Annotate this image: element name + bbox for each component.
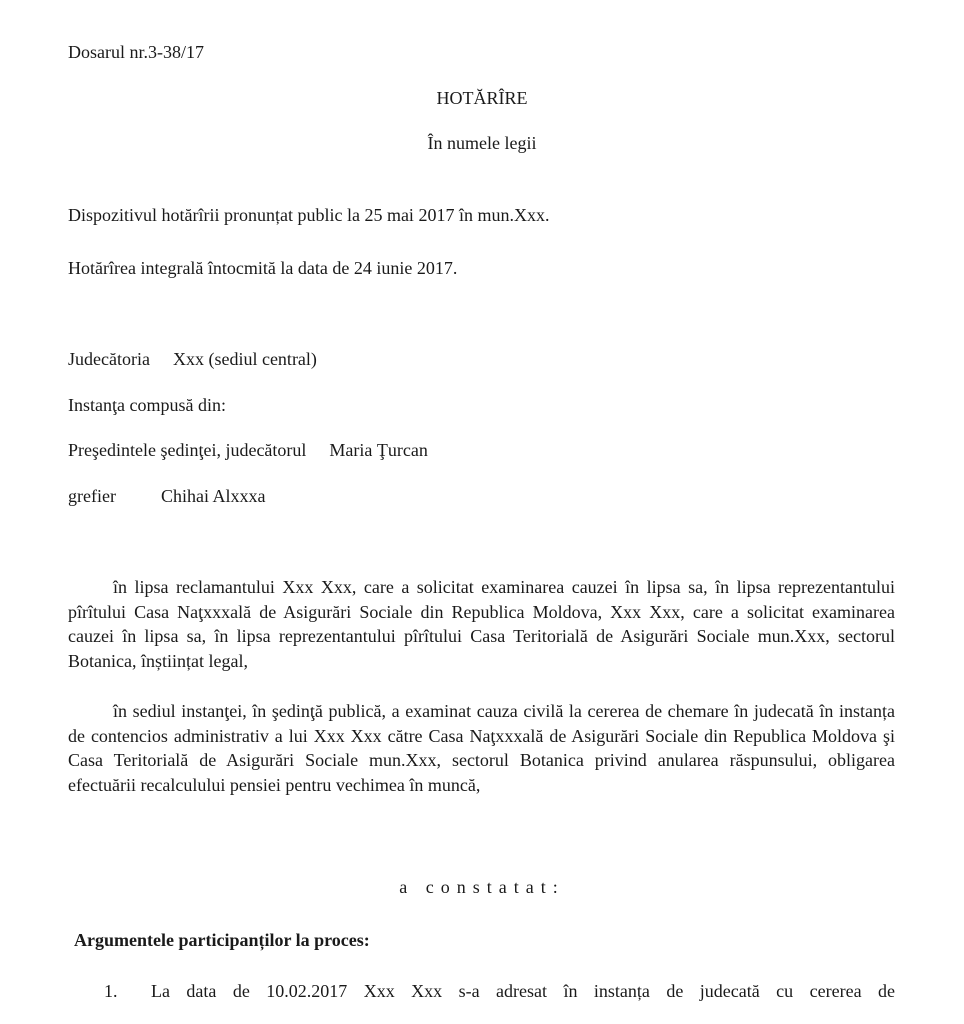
finding-heading: a constatat: [399, 877, 565, 897]
court-label: Judecătoria [68, 349, 150, 369]
list-item-text: La data de 10.02.2017 Xxx Xxx s-a adresat în instanța de judecată cu cererea de [151, 981, 895, 1001]
president-line [68, 438, 428, 462]
absence-paragraph: în lipsa reclamantului Xxx Xxx, care a solicitat examinarea cauzei în lipsa sa, în lipsa reprezentantului pîrîtului Casa Naţxxxală de Asigurări Sociale din Republica Moldova, Xxx Xxx, care a solicitat examinarea cauzei în lipsa sa, în lipsa reprezentantului pîrîtului Casa Teritorială de Asigurări Sociale mun.Xxx, sectorul Botanica, înștiințat legal, [68, 577, 895, 671]
pronouncement-statement: Dispozitivul hotărîrii pronunțat public la 25 mai 2017 în mun.Xxx. [68, 205, 550, 225]
examination-paragraph: în sediul instanţei, în şedinţă publică, a examinat cauza civilă la cererea de chemare în judecată în instanța de contencios administrativ a lui Xxx Xxx către Casa Naţxxxală de Asigurări Sociale din Republica Moldova şi Casa Teritorială de Asigurări Sociale mun.Xxx, sectorul Botanica privind anularea răspunsului, obligarea efectuării recalculului pensiei pentru vechimea în muncă, [68, 701, 895, 795]
list-item-number: 1. [104, 981, 118, 1001]
court-name: Xxx (sediul central) [172, 349, 317, 369]
president-label: Preşedintele şedinţei, judecătorul [68, 440, 307, 460]
composition-label: Instanţa compusă din: [68, 395, 226, 415]
document-subtitle: În numele legii [427, 133, 537, 153]
clerk-line [68, 484, 265, 508]
case-number: Dosarul nr.3-38/17 [68, 42, 204, 62]
court-line [68, 347, 317, 371]
president-name: Maria Ţurcan [329, 440, 428, 460]
drafting-statement: Hotărîrea integrală întocmită la data de 24 iunie 2017. [68, 258, 458, 278]
clerk-name: Chihai Alxxxa [160, 486, 266, 506]
clerk-label: grefier [68, 486, 116, 506]
section-heading: Argumentele participanților la proces: [74, 930, 370, 950]
document-title: HOTĂRÎRE [436, 88, 528, 108]
